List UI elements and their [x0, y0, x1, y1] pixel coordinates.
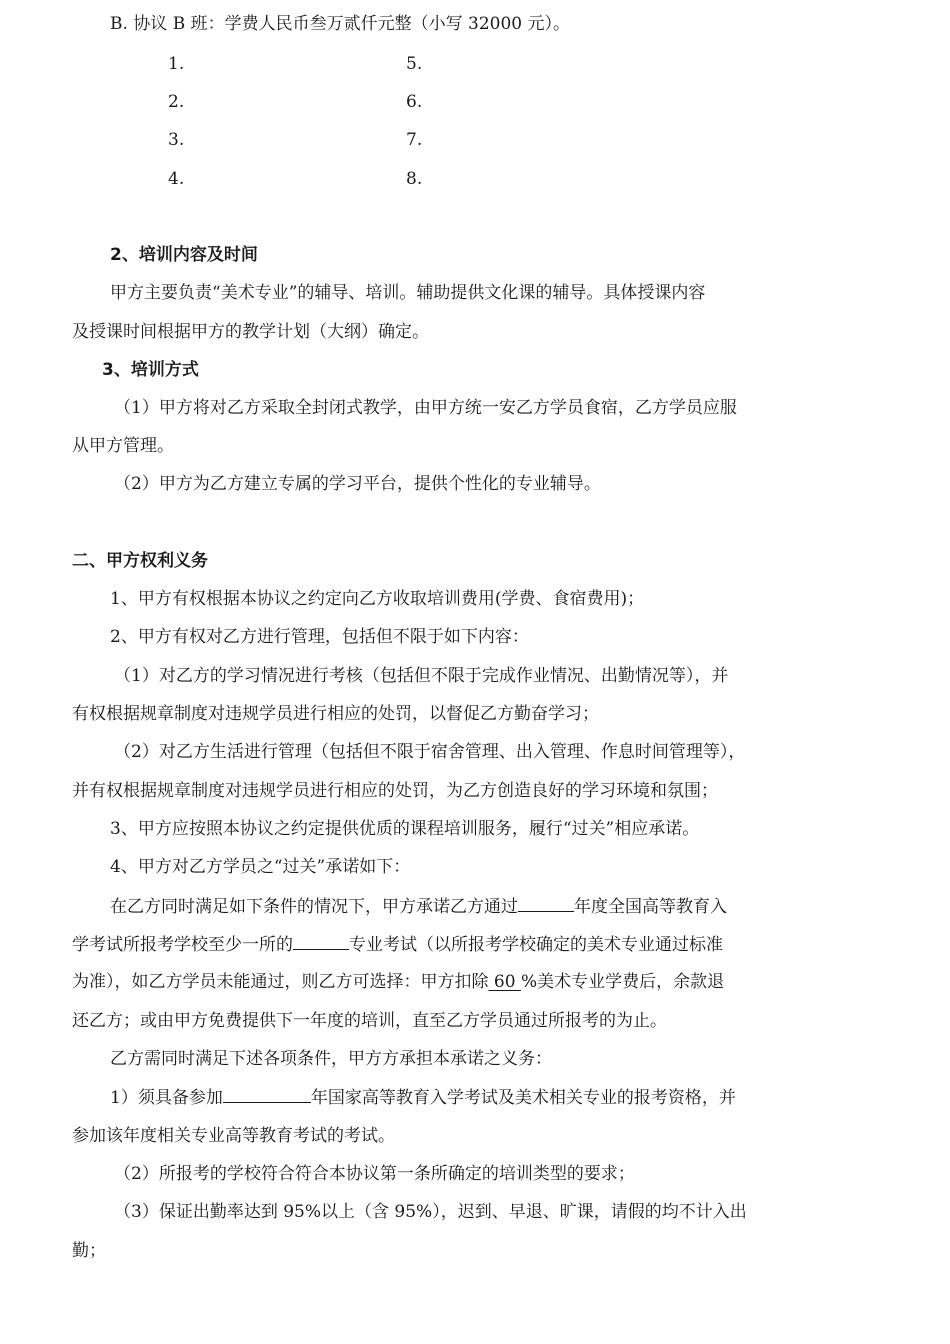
text-segment: %美术专业学费后，余款退	[520, 972, 725, 992]
paragraph-line: 勤；	[72, 1241, 106, 1261]
paragraph-line	[72, 970, 724, 994]
deduction-percent: 60	[488, 972, 521, 992]
class-b-line: B. 协议 B 班：学费人民币叁万贰仟元整（小写 32000 元）。	[110, 14, 570, 34]
paragraph-line: （2）对乙方生活进行管理（包括但不限于宿舍管理、出入管理、作息时间管理等），	[114, 742, 746, 762]
paragraph-line: 并有权根据规章制度对违规学员进行相应的处罚，为乙方创造良好的学习环境和氛围；	[72, 781, 718, 801]
list-number: 8.	[406, 169, 423, 189]
part-heading: 二、甲方权利义务	[72, 551, 208, 571]
paragraph-line: 1、甲方有权根据本协议之约定向乙方收取培训费用(学费、食宿费用)；	[110, 589, 645, 609]
paragraph-line: 2、甲方有权对乙方进行管理，包括但不限于如下内容：	[110, 627, 529, 647]
text-segment: 为准），如乙方学员未能通过，则乙方可选择：甲方扣除	[72, 972, 489, 992]
year-blank	[518, 894, 574, 912]
list-number: 3.	[168, 130, 185, 150]
paragraph-line: 还乙方；或由甲方免费提供下一年度的培训，直至乙方学员通过所报考的为止。	[72, 1011, 667, 1031]
paragraph-line: 乙方需同时满足下述各项条件，甲方方承担本承诺之义务：	[110, 1049, 552, 1069]
text-segment: 学考试所报考学校至少一所的	[72, 935, 293, 955]
paragraph-line: 及授课时间根据甲方的教学计划（大纲）确定。	[72, 322, 429, 342]
paragraph-line: 有权根据规章制度对违规学员进行相应的处罚，以督促乙方勤奋学习；	[72, 704, 599, 724]
paragraph-line: 甲方主要负责“美术专业”的辅导、培训。辅助提供文化课的辅导。具体授课内容	[110, 283, 706, 303]
list-number: 1.	[168, 54, 185, 74]
paragraph-line: （1）甲方将对乙方采取全封闭式教学，由甲方统一安乙方学员食宿，乙方学员应服	[114, 398, 737, 418]
major-blank	[293, 932, 349, 950]
year-blank	[223, 1085, 311, 1103]
paragraph-line: 4、甲方对乙方学员之“过关”承诺如下：	[110, 857, 411, 877]
section-heading: 2、培训内容及时间	[110, 245, 258, 265]
list-number: 2.	[168, 92, 185, 112]
paragraph-line	[110, 1085, 736, 1110]
paragraph-line	[110, 894, 727, 919]
list-number: 7.	[406, 130, 423, 150]
section-heading: 3、培训方式	[102, 360, 199, 380]
paragraph-line: 参加该年度相关专业高等教育考试的考试。	[72, 1126, 395, 1146]
paragraph-line: 3、甲方应按照本协议之约定提供优质的课程培训服务，履行“过关”相应承诺。	[110, 819, 700, 839]
paragraph-line: 从甲方管理。	[72, 436, 174, 456]
paragraph-line: （2）甲方为乙方建立专属的学习平台，提供个性化的专业辅导。	[114, 474, 601, 494]
list-number: 5.	[406, 54, 423, 74]
text-segment: 专业考试（以所报考学校确定的美术专业通过标准	[349, 935, 723, 955]
paragraph-line	[72, 932, 723, 957]
list-number: 4.	[168, 169, 185, 189]
paragraph-line: （1）对乙方的学习情况进行考核（包括但不限于完成作业情况、出勤情况等），并	[114, 666, 729, 686]
text-segment: 年国家高等教育入学考试及美术相关专业的报考资格，并	[310, 1088, 736, 1108]
text-segment: 1）须具备参加	[110, 1088, 223, 1108]
text-segment: 在乙方同时满足如下条件的情况下，甲方承诺乙方通过	[110, 897, 518, 917]
list-number: 6.	[406, 92, 423, 112]
text-segment: 年度全国高等教育入	[574, 897, 727, 917]
paragraph-line: （2）所报考的学校符合符合本协议第一条所确定的培训类型的要求；	[114, 1164, 635, 1184]
paragraph-line: （3）保证出勤率达到 95%以上（含 95%），迟到、早退、旷课，请假的均不计入出	[114, 1202, 747, 1222]
